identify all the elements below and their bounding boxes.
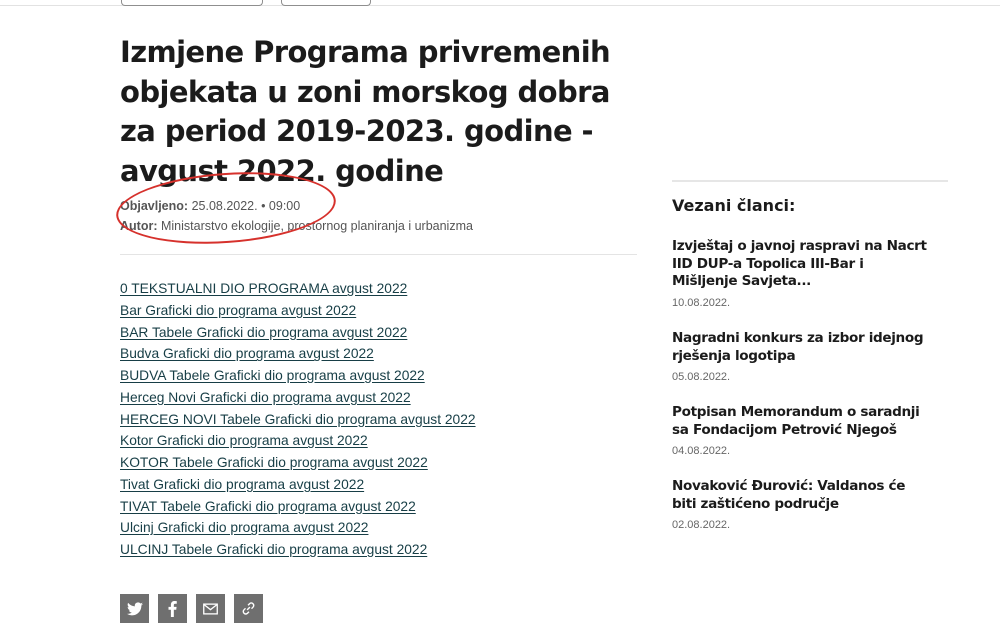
twitter-share-button[interactable] xyxy=(120,594,149,623)
list-item xyxy=(120,301,476,323)
document-link[interactable]: 0 TEKSTUALNI DIO PROGRAMA avgust 2022 xyxy=(120,281,408,296)
related-article xyxy=(672,330,927,383)
list-item xyxy=(120,518,476,540)
list-item xyxy=(120,323,476,345)
share-bar xyxy=(120,594,263,623)
related-article-link[interactable]: Novaković Đurović: Valdanos će biti zaštićeno područje xyxy=(672,478,906,512)
email-share-button[interactable] xyxy=(196,594,225,623)
sidebar-rule xyxy=(672,180,948,182)
document-link[interactable]: HERCEG NOVI Tabele Graficki dio programa avgust 2022 xyxy=(120,411,476,427)
content-divider xyxy=(120,254,637,255)
related-article-date: 10.08.2022. xyxy=(672,296,731,309)
list-item xyxy=(120,410,476,432)
article-title: Izmjene Programa privremenih objekata u zoni morskog dobra za period 2019-2023. godine - avgust 2022. godine xyxy=(120,35,611,188)
document-link[interactable]: KOTOR Tabele Graficki dio programa avgust 2022 xyxy=(120,455,428,470)
copy-link-button[interactable] xyxy=(234,594,263,623)
related-article-date: 05.08.2022. xyxy=(672,371,731,383)
author-name: Ministarstvo ekologije, prostornog planiranja i urbanizma xyxy=(160,219,473,233)
facebook-share-button[interactable] xyxy=(158,594,187,623)
list-item xyxy=(120,366,476,388)
related-article-date: 02.08.2022. xyxy=(672,519,731,531)
document-link[interactable]: Kotor Graficki dio programa avgust 2022 xyxy=(120,433,368,449)
related-article-link[interactable]: Potpisan Memorandum o saradnji sa Fondacijom Petrović Njegoš xyxy=(672,404,920,438)
list-item xyxy=(120,540,476,562)
related-article-link[interactable]: Izvještaj o javnoj raspravi na Nacrt IID DUP-a Topolica III-Bar i Mišljenje Savjeta... xyxy=(672,238,927,289)
published-date: 25.08.2022. • 09:00 xyxy=(191,199,301,213)
related-article xyxy=(672,404,927,457)
document-link[interactable]: ULCINJ Tabele Graficki dio programa avgust 2022 xyxy=(120,542,428,557)
document-link[interactable]: TIVAT Tabele Graficki dio programa avgust 2022 xyxy=(120,498,416,514)
list-item xyxy=(120,279,476,301)
facebook-icon xyxy=(168,601,177,617)
email-icon xyxy=(203,603,218,615)
list-item xyxy=(120,431,476,453)
list-item xyxy=(120,388,476,410)
header-button-left[interactable] xyxy=(121,0,263,6)
related-article-date: 04.08.2022. xyxy=(672,445,731,457)
document-link[interactable]: Bar Graficki dio programa avgust 2022 xyxy=(120,302,357,318)
author-label: Autor: xyxy=(120,219,158,233)
document-list xyxy=(120,279,476,562)
list-item xyxy=(120,453,476,475)
related-article-link[interactable]: Nagradni konkurs za izbor idejnog rješenja logotipa xyxy=(672,330,924,364)
document-link[interactable]: Tivat Graficki dio programa avgust 2022 xyxy=(120,476,365,492)
related-article xyxy=(672,238,927,309)
list-item xyxy=(120,497,476,519)
related-articles-title: Vezani članci: xyxy=(672,196,796,215)
list-item xyxy=(120,475,476,497)
document-link[interactable]: Budva Graficki dio programa avgust 2022 xyxy=(120,346,374,362)
document-link[interactable]: Ulcinj Graficki dio programa avgust 2022 xyxy=(120,520,369,536)
copy-link-icon xyxy=(241,601,256,616)
twitter-icon xyxy=(127,602,143,616)
related-article xyxy=(672,478,927,531)
list-item xyxy=(120,344,476,366)
published-label: Objavljeno: xyxy=(120,199,189,213)
document-link[interactable]: BUDVA Tabele Graficki dio programa avgust 2022 xyxy=(120,368,425,383)
header-button-right[interactable] xyxy=(281,0,371,6)
document-link[interactable]: BAR Tabele Graficki dio programa avgust 2022 xyxy=(120,324,408,340)
document-link[interactable]: Herceg Novi Graficki dio programa avgust 2022 xyxy=(120,389,411,405)
